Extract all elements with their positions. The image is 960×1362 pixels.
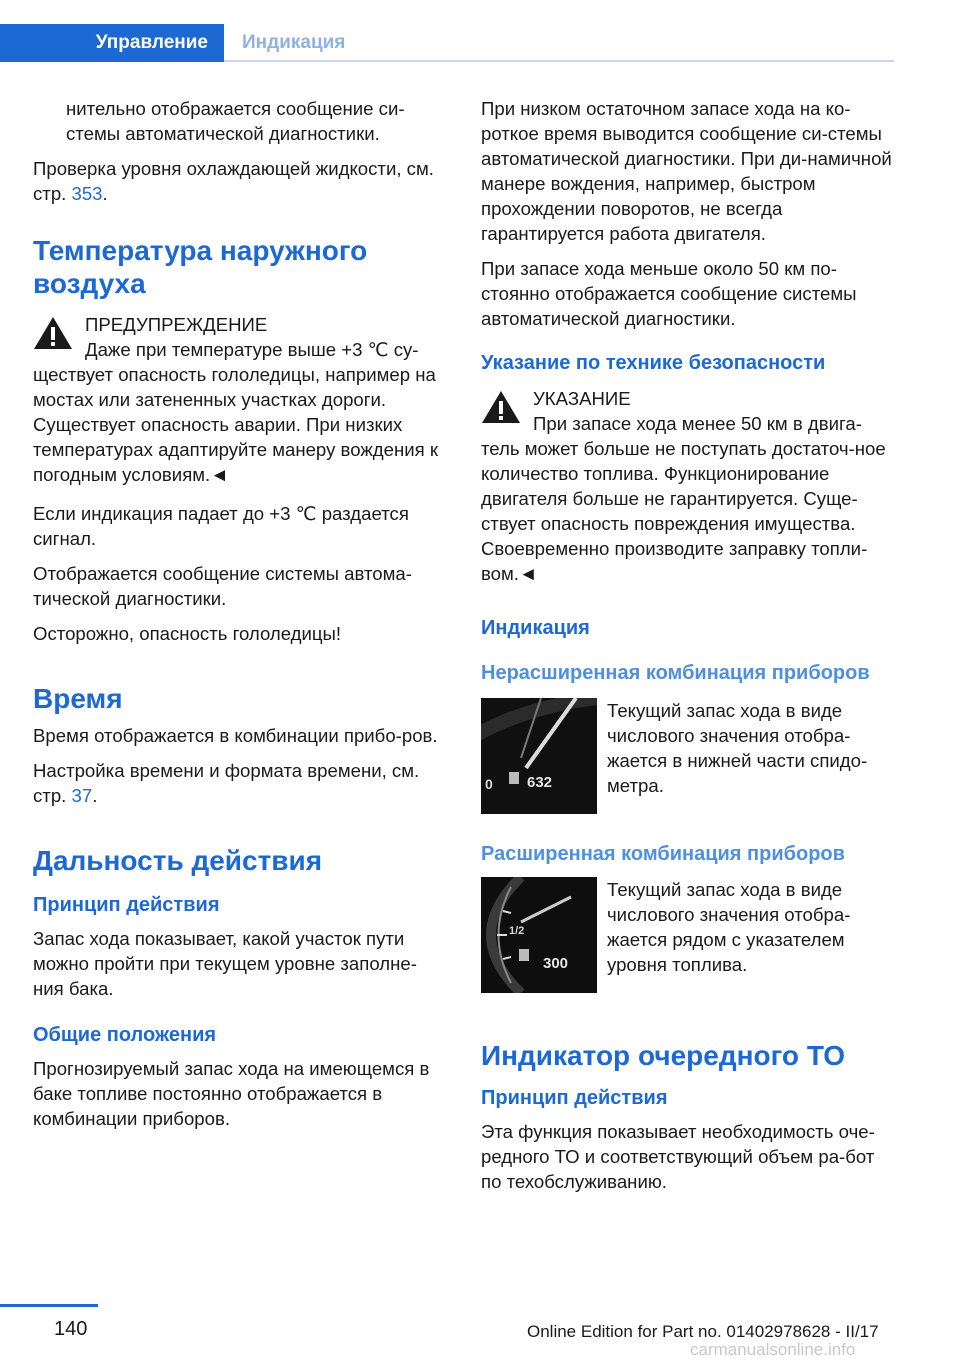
gauge-half-label: 1/2 — [509, 925, 525, 937]
header-divider — [224, 60, 894, 62]
paragraph: нительно отображается сообщение си‐стемы автоматической диагностики. — [66, 98, 405, 144]
speedometer-graphic — [481, 698, 597, 814]
heading-outside-temperature: Температура наружного воздуха — [33, 235, 368, 299]
note-text: тель может больше не поступать достаточ‐ное количество топлива. Функционирование двигателя больше не гарантируется. Суще‐ствует опасность повреждения имущества. Своевременно производите заправку топли‐вом.◄ — [481, 438, 886, 584]
subheading-safety: Указание по технике безопасности — [481, 352, 826, 374]
fuel-gauge-image — [481, 877, 597, 993]
paragraph-coolant-ref: Проверка уровня охлаждающей жидкости, см. стр. 353. — [33, 158, 434, 204]
subheading-principle: Принцип действия — [481, 1087, 668, 1109]
heading-service: Индикатор очередного ТО — [481, 1040, 845, 1071]
tab-display[interactable]: Индикация — [242, 32, 346, 53]
heading-time: Время — [33, 683, 123, 714]
subheading-ext-cluster: Расширенная комбинация приборов — [481, 843, 845, 865]
note-block — [481, 386, 895, 586]
warning-triangle-icon — [481, 390, 521, 424]
figure-ext-cluster — [481, 877, 895, 993]
footer-accent-line — [0, 1304, 98, 1307]
warning-block — [33, 312, 447, 487]
page-link-37[interactable]: 37 — [71, 785, 93, 806]
subheading-display: Индикация — [481, 617, 590, 639]
subheading-principle: Принцип действия — [33, 894, 220, 916]
figure-basic-cluster — [481, 698, 895, 814]
watermark: carmanualsonline.info — [690, 1340, 856, 1359]
left-column — [33, 96, 447, 1141]
page-link-353[interactable]: 353 — [71, 183, 103, 204]
paragraph: Прогнозируемый запас хода на имеющемся в баке топливе постоянно отображается в комбинации приборов. — [33, 1058, 430, 1129]
note-title: УКАЗАНИЕ — [533, 388, 631, 409]
figure-caption: Текущий запас хода в виде числового значения отобра‐жается в нижней части спидо‐метра. — [607, 700, 868, 796]
range-value-label: 300 — [543, 955, 569, 972]
paragraph: Запас хода показывает, какой участок пути можно пройти при текущем уровне заполне‐ния бака. — [33, 928, 417, 999]
paragraph: Отображается сообщение системы автома‐тической диагностики. — [33, 563, 412, 609]
range-value-label: 632 — [527, 774, 553, 791]
paragraph: Если индикация падает до +3 ℃ раздается сигнал. — [33, 503, 409, 549]
paragraph: Эта функция показывает необходимость оче‐редного ТО и соответствующий объем ра‐бот по техобслуживанию. — [481, 1121, 875, 1192]
page-header — [0, 0, 894, 62]
gauge-zero-label: 0 — [485, 776, 493, 792]
paragraph: При низком остаточном запасе хода на ко‐роткое время выводится сообщение си‐стемы автоматической диагностики. При ди‐намичной манере вождения, например, быстром прохождении поворотов, не всегда гарантируется работа двигателя. — [481, 98, 892, 244]
edition-text: Online Edition for Part no. 01402978628 - II/17 — [527, 1322, 879, 1341]
right-column — [481, 96, 895, 1204]
page-number: 140 — [54, 1318, 88, 1340]
note-text-first: При запасе хода менее 50 км в двига‐ — [533, 413, 862, 434]
paragraph-time-ref: Настройка времени и формата времени, см. стр. 37. — [33, 760, 420, 806]
tab-control[interactable]: Управление — [0, 24, 224, 62]
subheading-basic-cluster: Нерасширенная комбинация приборов — [481, 662, 870, 684]
paragraph: Осторожно, опасность гололедицы! — [33, 623, 342, 644]
warning-triangle-icon — [33, 316, 73, 350]
paragraph: При запасе хода меньше около 50 км по‐стоянно отображается сообщение системы автоматической диагностики. — [481, 258, 857, 329]
speedometer-image — [481, 698, 597, 814]
paragraph: Время отображается в комбинации прибо‐ров. — [33, 725, 438, 746]
heading-range: Дальность действия — [33, 845, 323, 876]
warning-text: ществует опасность гололедицы, например на мостах или затененных участках дороги. Существует опасность аварии. При низких температурах адаптируйте манеру вождения к погодным условиям.◄ — [33, 364, 438, 485]
subheading-general: Общие положения — [33, 1024, 217, 1046]
fuel-gauge-graphic — [481, 877, 597, 993]
figure-caption: Текущий запас хода в виде числового значения отобра‐жается рядом с указателем уровня топлива. — [607, 879, 851, 975]
warning-title: ПРЕДУПРЕЖДЕНИЕ — [85, 314, 268, 335]
warning-text-first: Даже при температуре выше +3 ℃ су‐ — [85, 339, 419, 360]
